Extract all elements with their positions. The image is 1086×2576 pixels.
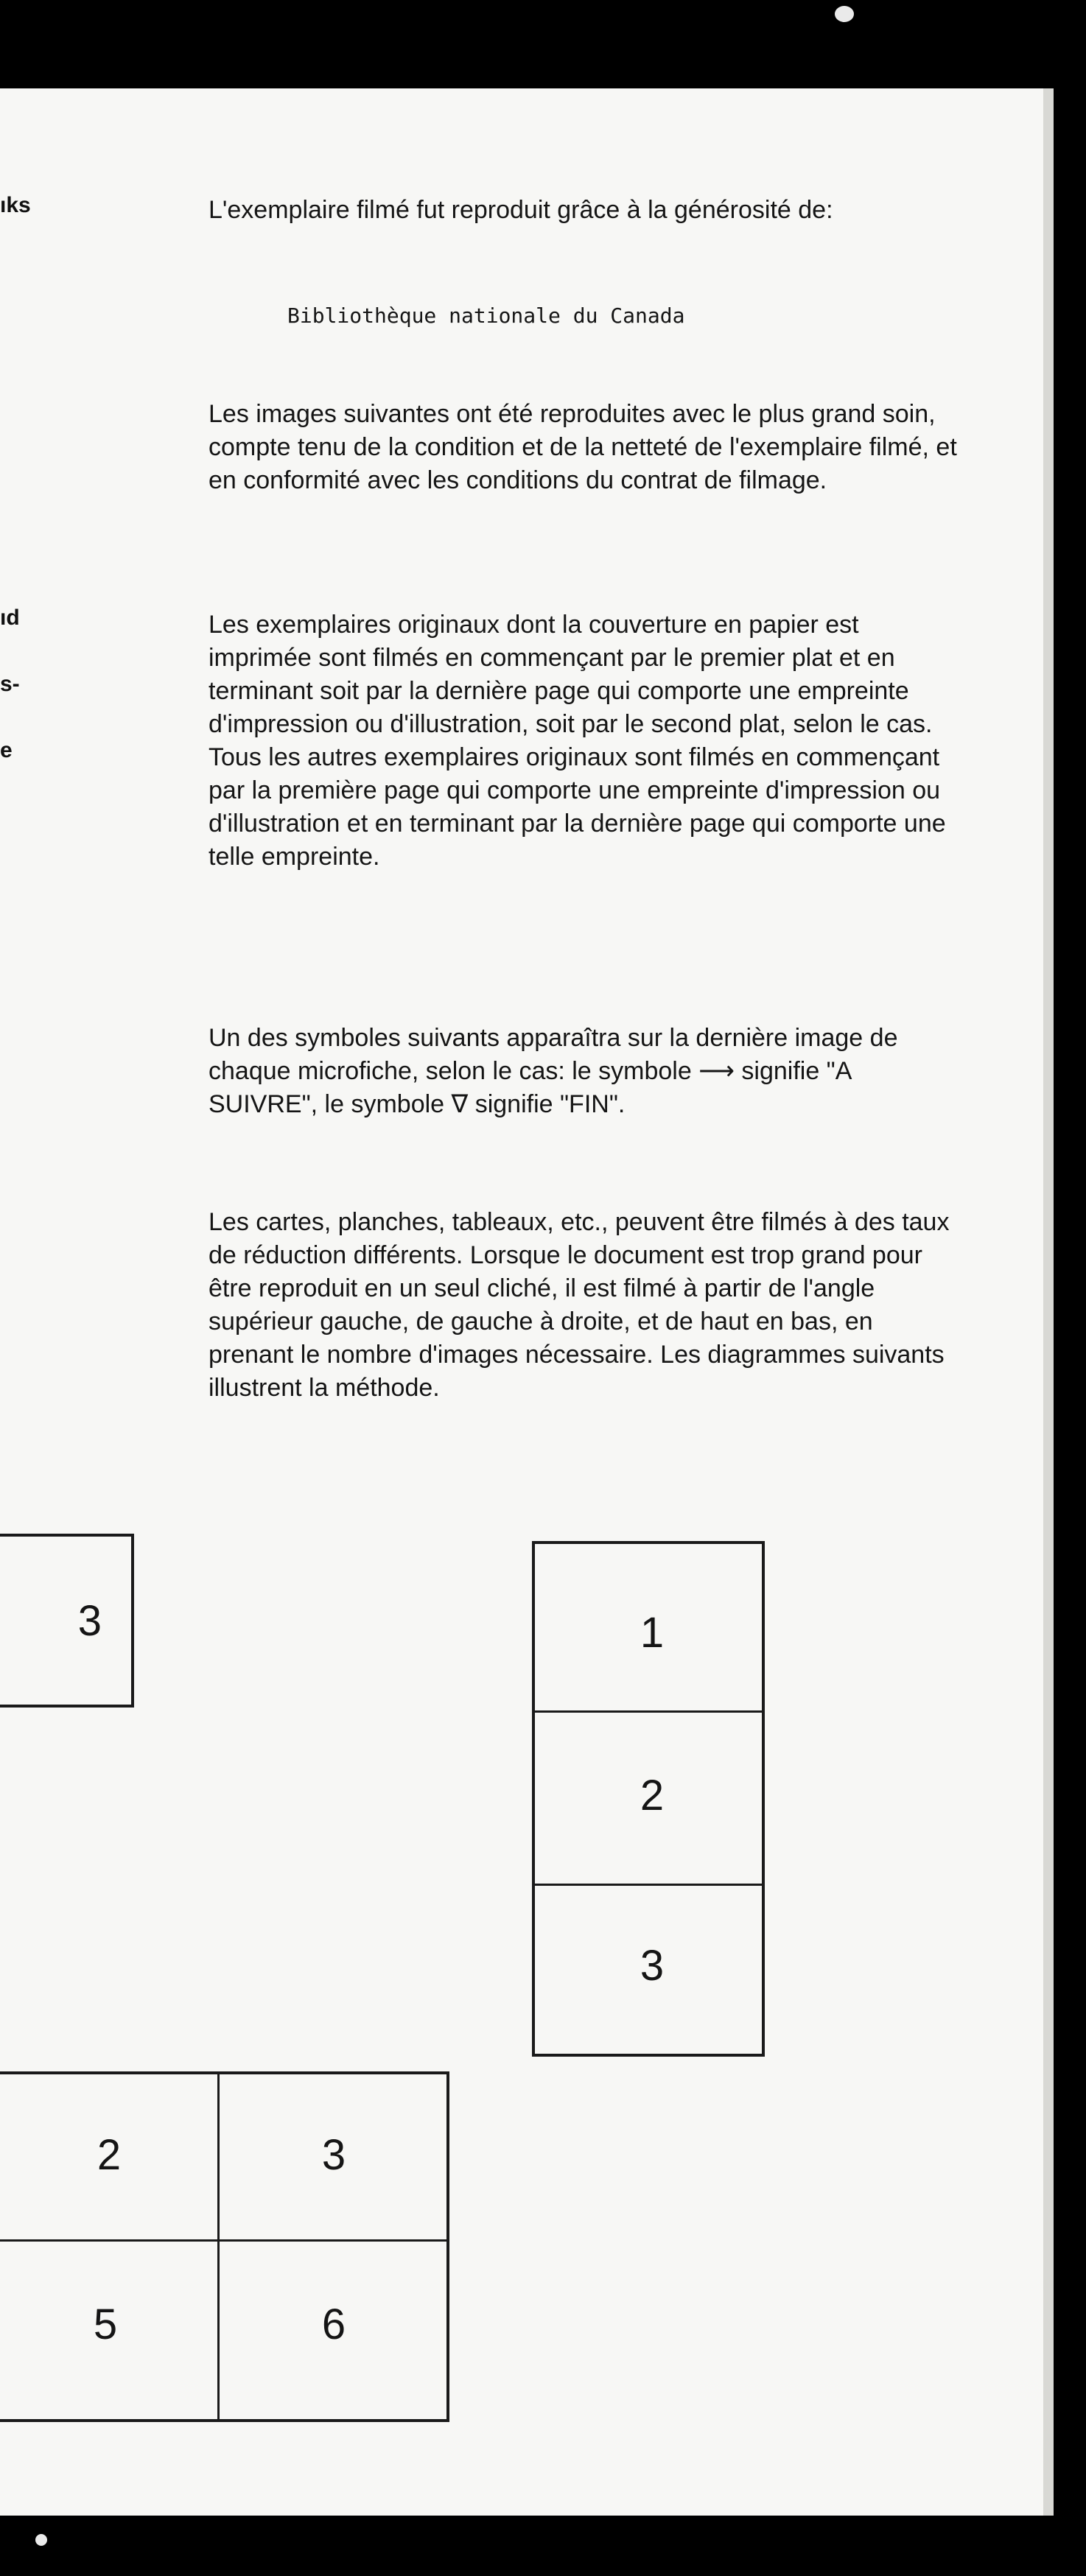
originals-paragraph: Les exemplaires originaux dont la couverture en papier est imprimée sont filmés en commençant par le premier plat et en terminant soit par la dernière page qui comporte une empreinte d'impression ou d'illustration, soit par le second plat, selon le cas. Tous les autres exemplaires originaux sont filmés en commençant par la première page qui comporte une empreinte d'impression ou d'illustration et en terminant par la dernière page qui comporte une telle empreinte. [209, 611, 946, 871]
scan-speck [835, 6, 854, 22]
diagram-divider [532, 1710, 765, 1713]
cut-text-fragment: e [0, 738, 13, 762]
page-edge [1043, 88, 1054, 2516]
diagram-partial-box [0, 1534, 134, 1708]
diagram-cell-number: 3 [640, 1942, 665, 1990]
diagram-cell-number: 2 [640, 1772, 665, 1819]
cut-text-fragment: ıd [0, 606, 20, 630]
diagram-cell-number: 3 [77, 1596, 102, 1645]
diagram-divider [532, 1884, 765, 1886]
diagram-divider [217, 2071, 220, 2422]
symbols-paragraph: Un des symboles suivants apparaîtra sur la dernière image de chaque microfiche, selon le cas: le symbole ⟶ signifie "A SUIVRE", le symbole ∇ signifie "FIN". [209, 1024, 898, 1118]
diagram-cell-number: 6 [321, 2300, 346, 2348]
acknowledgement-paragraph: L'exemplaire filmé fut reproduit grâce à la générosité de: [209, 196, 833, 224]
diagram-cell-number: 2 [97, 2131, 122, 2179]
cut-text-fragment: ıks [0, 193, 31, 217]
library-name: Bibliothèque nationale du Canada [287, 303, 685, 328]
diagram-cell-number: 5 [93, 2300, 118, 2348]
scan-speck [35, 2534, 47, 2546]
diagram-cell-number: 3 [321, 2131, 346, 2179]
images-paragraph: Les images suivantes ont été reproduites avec le plus grand soin, compte tenu de la condition et de la netteté de l'exemplaire filmé, et en conformité avec les conditions du contrat de filmage. [209, 400, 957, 494]
diagram-divider [0, 2239, 449, 2242]
maps-paragraph: Les cartes, planches, tableaux, etc., peuvent être filmés à des taux de réduction différents. Lorsque le document est trop grand pour être reproduit en un seul cliché, il est filmé à partir de l'angle supérieur gauche, de gauche à droite, et de haut en bas, en prenant le nombre d'images nécessaire. Les diagrammes suivants illustrent la méthode. [209, 1208, 950, 1402]
diagram-cell-number: 1 [640, 1609, 665, 1657]
diagram-grid [0, 2071, 449, 2422]
cut-text-fragment: s- [0, 672, 20, 696]
